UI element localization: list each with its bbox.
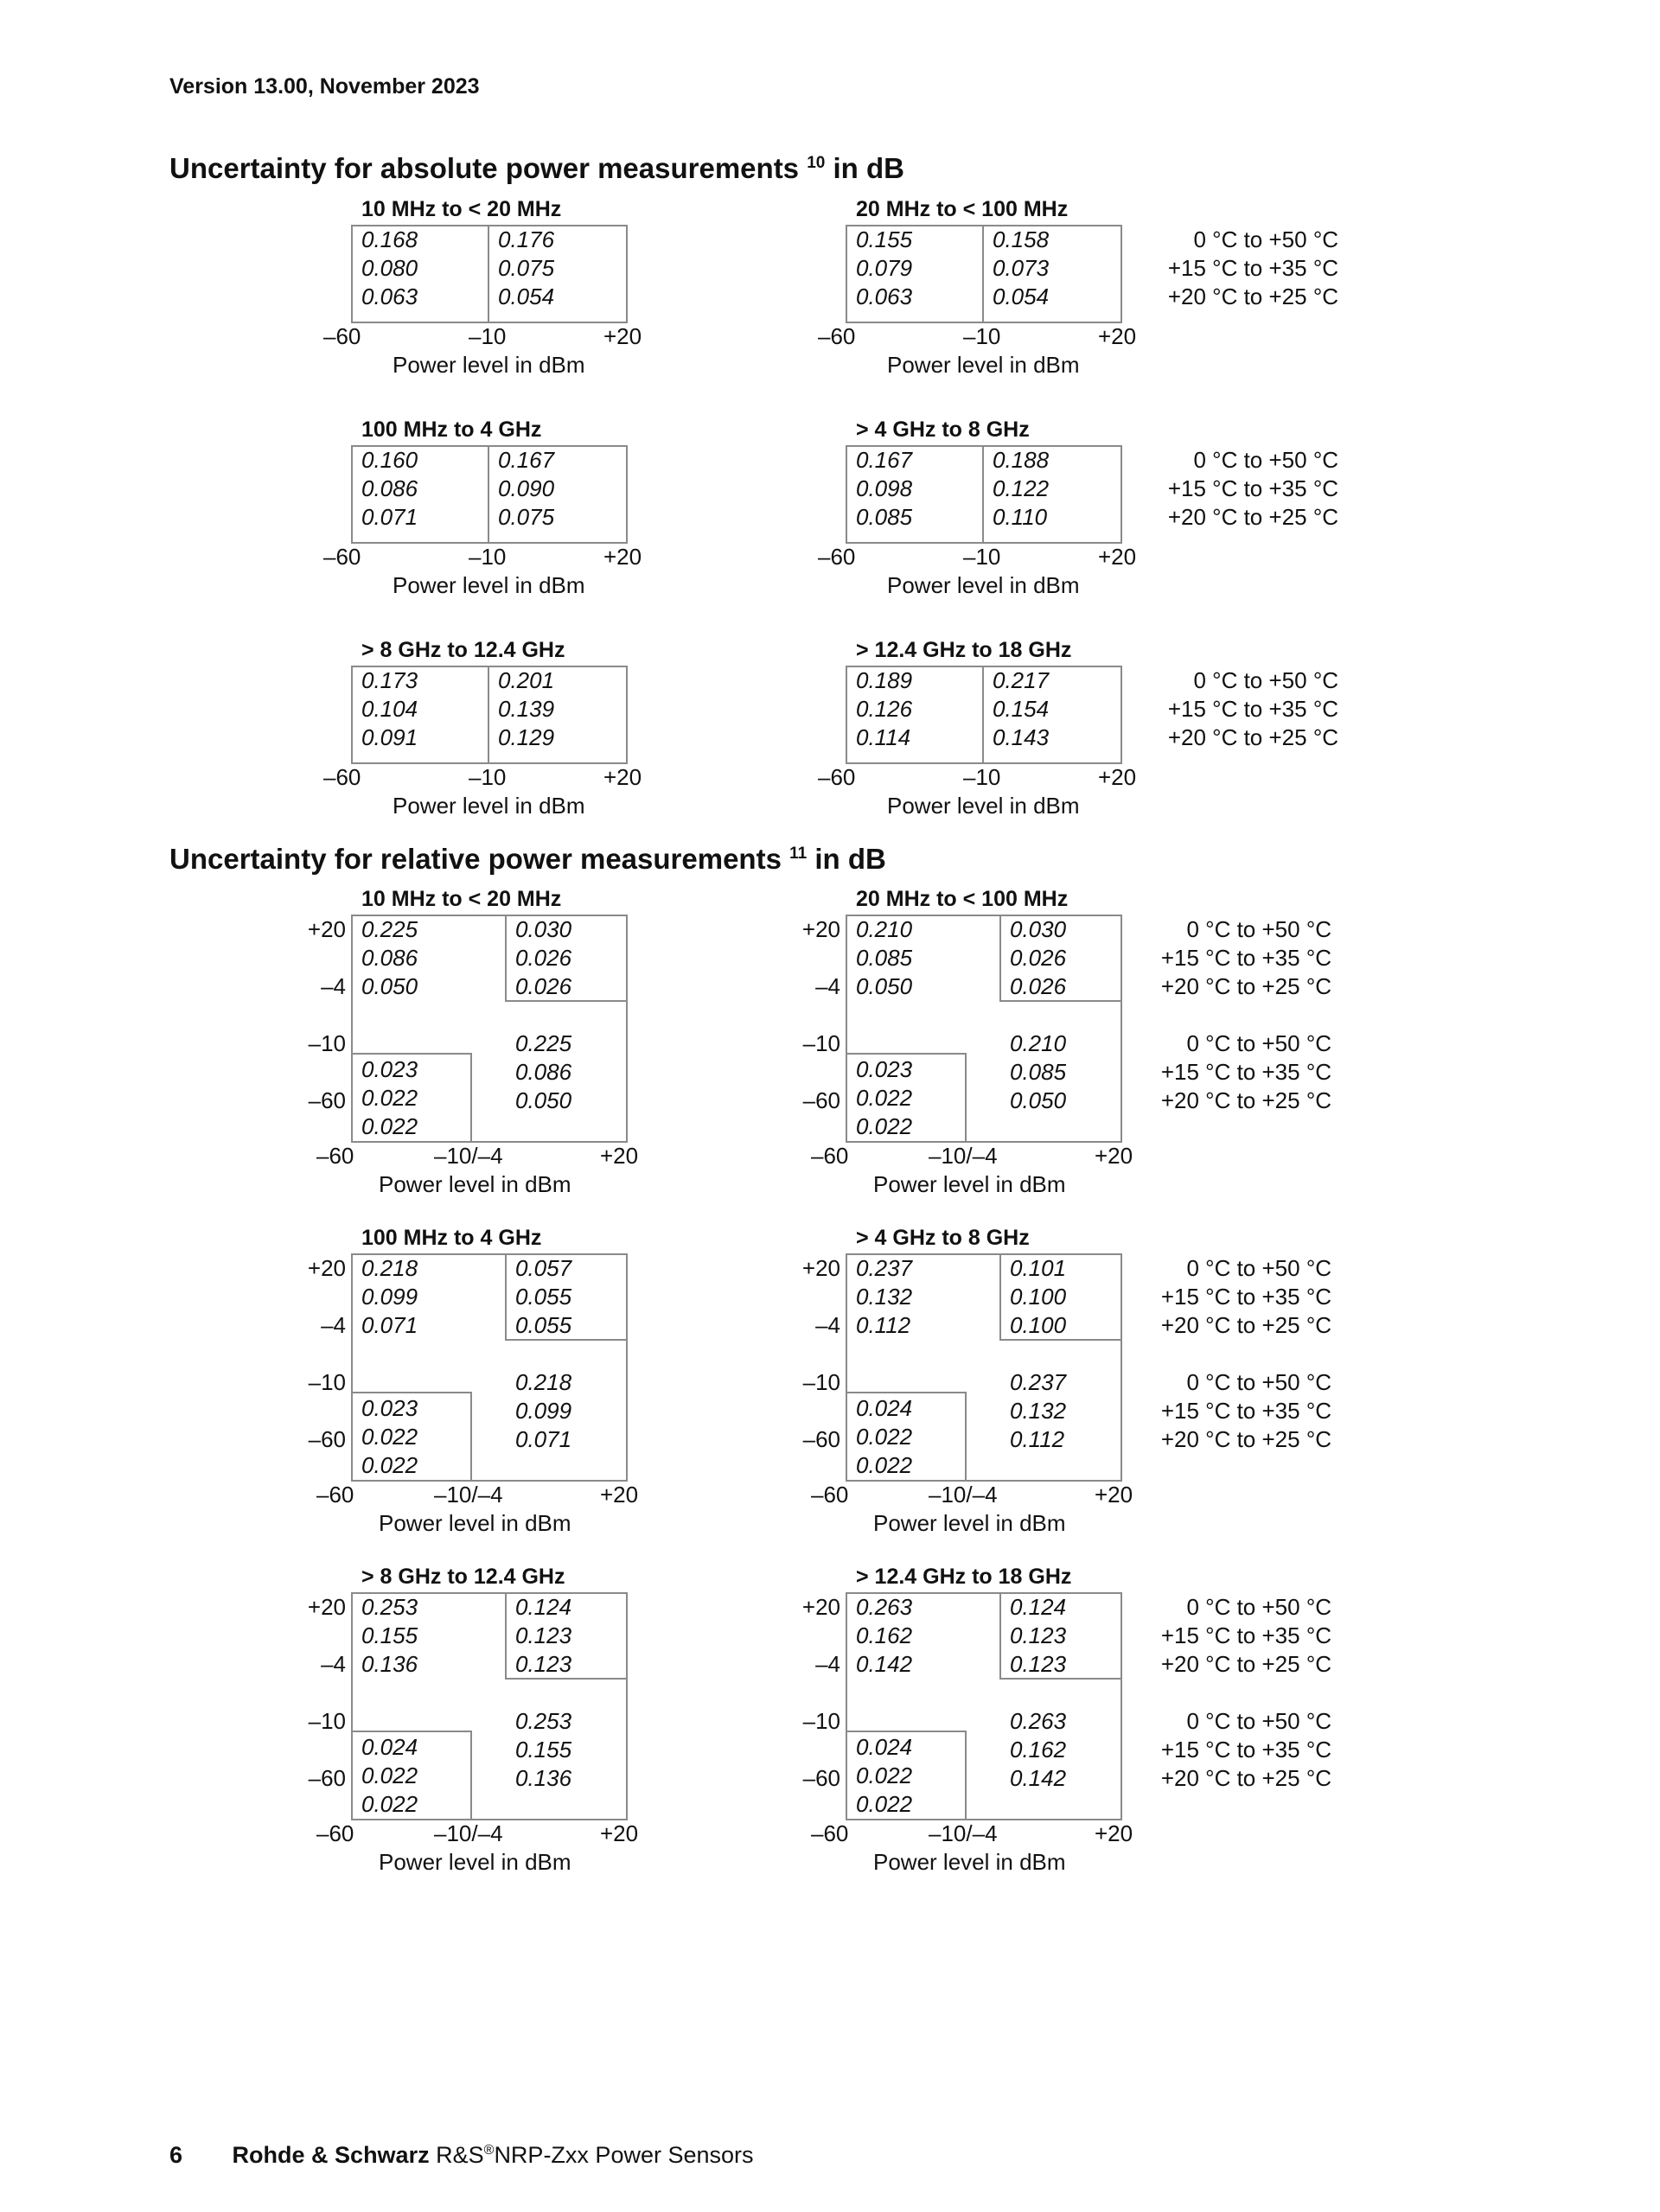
rel-box-right (626, 1253, 628, 1482)
abs-value-high: 0.075 (498, 504, 555, 530)
abs-x-tick: –60 (323, 544, 361, 570)
rel-value-bottom-left: 0.022 (361, 1452, 418, 1478)
rel-y-tick: +20 (801, 916, 840, 942)
abs-box-divider (982, 225, 984, 322)
rel-region-divider-h (999, 1339, 1120, 1341)
abs-value-high: 0.158 (993, 226, 1050, 252)
rel-value-bottom-right: 0.112 (1010, 1426, 1065, 1452)
absolute-title-text: Uncertainty for absolute power measurements (169, 152, 800, 184)
rel-axis-label: Power level in dBm (379, 1849, 571, 1875)
abs-box-right (626, 445, 628, 544)
rel-value-bottom-right: 0.263 (1010, 1708, 1067, 1734)
rel-temperature-range: +15 °C to +35 °C (1160, 1737, 1331, 1763)
rel-value-top-right: 0.123 (1010, 1622, 1067, 1648)
rel-value-bottom-right: 0.132 (1010, 1398, 1067, 1424)
document-version: Version 13.00, November 2023 (169, 74, 480, 99)
rel-x-tick: +20 (600, 1482, 639, 1508)
abs-box-left (351, 666, 353, 762)
abs-value-high: 0.143 (993, 724, 1050, 750)
rel-y-tick: –60 (308, 1765, 346, 1791)
rel-x-tick: –60 (316, 1482, 354, 1508)
abs-x-tick: +20 (1098, 764, 1137, 790)
rel-value-bottom-left: 0.022 (856, 1452, 913, 1478)
abs-temperature-range: +15 °C to +35 °C (1167, 696, 1338, 722)
relative-title-text: Uncertainty for relative power measurements (169, 843, 782, 875)
rel-low-region-right (965, 1731, 967, 1819)
page-footer (169, 2142, 754, 2169)
abs-chart-title: 20 MHz to < 100 MHz (856, 197, 1069, 221)
absolute-footnote-ref: 10 (807, 154, 826, 172)
rel-value-bottom-right: 0.099 (515, 1398, 572, 1424)
rel-value-bottom-left: 0.022 (856, 1763, 913, 1788)
rel-y-tick: –10 (802, 1369, 840, 1395)
relative-section-title (169, 843, 886, 876)
abs-temperature-range: +20 °C to +25 °C (1167, 504, 1338, 530)
rel-region-divider-v (999, 1253, 1001, 1339)
rel-low-region-right (965, 1053, 967, 1141)
abs-temperature-range: 0 °C to +50 °C (1193, 667, 1338, 693)
rel-region-divider-h (505, 1000, 626, 1002)
abs-x-tick: –10 (469, 764, 507, 790)
rel-box-left (351, 915, 353, 1141)
abs-x-tick: –10 (469, 544, 507, 570)
abs-x-tick: –10 (963, 544, 1001, 570)
rel-x-tick: +20 (1095, 1143, 1133, 1169)
rel-value-top-right: 0.055 (515, 1312, 572, 1338)
abs-box-divider (982, 666, 984, 762)
rel-value-top-left: 0.225 (361, 916, 418, 942)
abs-value-high: 0.073 (993, 255, 1050, 281)
abs-value-low: 0.104 (361, 696, 418, 722)
rel-temperature-range: +15 °C to +35 °C (1160, 1398, 1331, 1424)
rel-y-tick: –4 (815, 1651, 840, 1677)
rel-value-bottom-left: 0.024 (361, 1734, 418, 1760)
rel-x-tick: –60 (811, 1143, 849, 1169)
rel-temperature-range: +20 °C to +25 °C (1160, 973, 1331, 999)
rel-low-region-top (846, 1731, 965, 1732)
rel-value-bottom-left: 0.022 (361, 1763, 418, 1788)
rel-value-bottom-left: 0.022 (361, 1791, 418, 1817)
rel-value-top-left: 0.071 (361, 1312, 418, 1338)
rel-box-left (846, 1253, 847, 1480)
abs-temperature-range: +20 °C to +25 °C (1167, 284, 1338, 309)
abs-value-high: 0.090 (498, 475, 555, 501)
abs-box-divider (488, 445, 489, 542)
rel-low-region-right (470, 1731, 472, 1819)
rel-temperature-range: +15 °C to +35 °C (1160, 1284, 1331, 1310)
relative-unit-suffix: in dB (814, 843, 886, 875)
abs-value-low: 0.071 (361, 504, 418, 530)
rel-low-region-top (846, 1053, 965, 1055)
rel-value-top-left: 0.050 (856, 973, 913, 999)
rel-value-bottom-left: 0.023 (856, 1056, 913, 1082)
rel-temperature-range: 0 °C to +50 °C (1186, 1030, 1331, 1056)
abs-chart-title: 10 MHz to < 20 MHz (361, 197, 562, 221)
rel-value-bottom-right: 0.253 (515, 1708, 572, 1734)
rel-region-divider-v (999, 1592, 1001, 1678)
rel-value-top-right: 0.124 (1010, 1594, 1067, 1620)
rel-y-tick: –60 (308, 1087, 346, 1113)
brand-name: Rohde & Schwarz (232, 2142, 430, 2168)
abs-value-high: 0.075 (498, 255, 555, 281)
rel-y-tick: –10 (308, 1708, 346, 1734)
abs-x-tick: –60 (323, 323, 361, 349)
rel-axis-label: Power level in dBm (873, 1171, 1066, 1197)
abs-value-low: 0.086 (361, 475, 418, 501)
rel-value-bottom-right: 0.071 (515, 1426, 572, 1452)
abs-value-high: 0.167 (498, 447, 555, 473)
rel-x-tick: +20 (600, 1143, 639, 1169)
rel-y-tick: –4 (321, 1651, 346, 1677)
rel-value-bottom-right: 0.218 (515, 1369, 572, 1395)
rel-value-bottom-left: 0.023 (361, 1395, 418, 1421)
abs-x-tick: –60 (818, 764, 856, 790)
rel-value-top-right: 0.026 (1010, 945, 1067, 971)
rel-value-bottom-left: 0.022 (856, 1791, 913, 1817)
abs-value-high: 0.139 (498, 696, 555, 722)
rel-temperature-range: +15 °C to +35 °C (1160, 1059, 1331, 1085)
rel-temperature-range: 0 °C to +50 °C (1186, 1255, 1331, 1281)
abs-value-high: 0.188 (993, 447, 1050, 473)
rel-value-bottom-left: 0.022 (856, 1424, 913, 1450)
rel-temperature-range: +15 °C to +35 °C (1160, 1622, 1331, 1648)
rel-box-left (351, 1592, 353, 1819)
rel-region-divider-v (505, 1592, 507, 1678)
rel-y-tick: –4 (815, 973, 840, 999)
abs-x-tick: +20 (603, 323, 642, 349)
rel-value-bottom-left: 0.022 (361, 1085, 418, 1111)
rel-region-divider-v (505, 1253, 507, 1339)
abs-value-low: 0.098 (856, 475, 913, 501)
rel-value-top-left: 0.050 (361, 973, 418, 999)
abs-x-tick: +20 (1098, 544, 1137, 570)
rel-region-divider-h (999, 1678, 1120, 1680)
rel-value-top-right: 0.057 (515, 1255, 572, 1281)
rel-x-tick: –10/–4 (929, 1820, 998, 1846)
rel-temperature-range: +20 °C to +25 °C (1160, 1651, 1331, 1677)
abs-value-low: 0.079 (856, 255, 913, 281)
abs-box-divider (488, 225, 489, 322)
rel-x-tick: –10/–4 (434, 1143, 503, 1169)
rel-x-tick: –10/–4 (929, 1143, 998, 1169)
rel-y-tick: –60 (802, 1765, 840, 1791)
rel-x-tick: –60 (811, 1820, 849, 1846)
rel-value-bottom-left: 0.023 (361, 1056, 418, 1082)
rel-value-top-right: 0.026 (1010, 973, 1067, 999)
abs-box-right (626, 666, 628, 764)
rel-temperature-range: +20 °C to +25 °C (1160, 1087, 1331, 1113)
rel-x-tick: –10/–4 (929, 1482, 998, 1508)
rel-value-top-left: 0.263 (856, 1594, 913, 1620)
rel-value-top-left: 0.085 (856, 945, 913, 971)
rel-chart-title: > 8 GHz to 12.4 GHz (361, 1565, 565, 1589)
abs-box-divider (488, 666, 489, 762)
abs-value-high: 0.201 (498, 667, 555, 693)
rel-value-top-left: 0.155 (361, 1622, 418, 1648)
abs-temperature-range: 0 °C to +50 °C (1193, 447, 1338, 473)
abs-value-low: 0.091 (361, 724, 418, 750)
rel-value-bottom-right: 0.050 (515, 1087, 572, 1113)
rel-y-tick: –60 (802, 1087, 840, 1113)
rel-value-top-right: 0.123 (1010, 1651, 1067, 1677)
rel-temperature-range: 0 °C to +50 °C (1186, 1708, 1331, 1734)
abs-value-high: 0.110 (993, 504, 1048, 530)
rel-low-region-top (351, 1053, 470, 1055)
rel-value-top-left: 0.237 (856, 1255, 913, 1281)
abs-x-tick: +20 (1098, 323, 1137, 349)
abs-value-low: 0.155 (856, 226, 913, 252)
abs-chart-title: > 4 GHz to 8 GHz (856, 418, 1030, 442)
rel-temperature-range: 0 °C to +50 °C (1186, 1594, 1331, 1620)
rel-value-top-right: 0.123 (515, 1651, 572, 1677)
rel-y-tick: –60 (802, 1426, 840, 1452)
rel-value-top-left: 0.218 (361, 1255, 418, 1281)
rel-value-bottom-right: 0.225 (515, 1030, 572, 1056)
abs-x-tick: –60 (818, 323, 856, 349)
registered-mark: ® (483, 2143, 495, 2158)
abs-value-low: 0.063 (361, 284, 418, 309)
abs-value-low: 0.085 (856, 504, 913, 530)
product-name: NRP-Zxx Power Sensors (494, 2142, 754, 2168)
rel-region-divider-v (505, 915, 507, 1000)
rel-value-top-left: 0.162 (856, 1622, 913, 1648)
abs-axis-label: Power level in dBm (393, 352, 585, 378)
rel-low-region-top (351, 1731, 470, 1732)
rel-axis-label: Power level in dBm (873, 1510, 1066, 1536)
rel-x-tick: +20 (1095, 1482, 1133, 1508)
rel-value-bottom-left: 0.022 (361, 1113, 418, 1139)
rel-value-top-left: 0.136 (361, 1651, 418, 1677)
rel-y-tick: –10 (802, 1708, 840, 1734)
abs-value-high: 0.154 (993, 696, 1050, 722)
rel-y-tick: +20 (801, 1594, 840, 1620)
rel-x-tick: –10/–4 (434, 1820, 503, 1846)
abs-value-low: 0.160 (361, 447, 418, 473)
rel-value-bottom-right: 0.085 (1010, 1059, 1067, 1085)
rel-value-top-left: 0.210 (856, 916, 913, 942)
rel-region-divider-h (505, 1339, 626, 1341)
rel-value-bottom-left: 0.024 (856, 1395, 913, 1421)
rel-y-tick: –10 (802, 1030, 840, 1056)
abs-box-left (846, 666, 847, 762)
rel-value-bottom-left: 0.022 (856, 1113, 913, 1139)
rel-value-top-right: 0.124 (515, 1594, 572, 1620)
abs-x-tick: –60 (323, 764, 361, 790)
rel-value-bottom-right: 0.210 (1010, 1030, 1067, 1056)
rel-temperature-range: +15 °C to +35 °C (1160, 945, 1331, 971)
rel-value-top-left: 0.142 (856, 1651, 913, 1677)
abs-value-low: 0.063 (856, 284, 913, 309)
absolute-unit-suffix: in dB (833, 152, 904, 184)
rel-value-top-right: 0.055 (515, 1284, 572, 1310)
rel-y-tick: –4 (815, 1312, 840, 1338)
rel-value-bottom-left: 0.022 (856, 1085, 913, 1111)
abs-box-divider (982, 445, 984, 542)
rel-x-tick: +20 (600, 1820, 639, 1846)
rel-region-divider-h (999, 1000, 1120, 1002)
rel-chart-title: > 12.4 GHz to 18 GHz (856, 1565, 1072, 1589)
rel-chart-title: 100 MHz to 4 GHz (361, 1226, 542, 1250)
abs-value-high: 0.054 (993, 284, 1050, 309)
abs-value-low: 0.126 (856, 696, 913, 722)
relative-footnote-ref: 11 (789, 845, 808, 863)
abs-temperature-range: +15 °C to +35 °C (1167, 255, 1338, 281)
rel-x-tick: –60 (316, 1143, 354, 1169)
rel-low-region-right (470, 1053, 472, 1141)
rel-temperature-range: +20 °C to +25 °C (1160, 1765, 1331, 1791)
rel-axis-label: Power level in dBm (379, 1510, 571, 1536)
abs-temperature-range: 0 °C to +50 °C (1193, 226, 1338, 252)
abs-temperature-range: +15 °C to +35 °C (1167, 475, 1338, 501)
rel-value-top-left: 0.112 (856, 1312, 911, 1338)
rel-low-region-top (351, 1392, 470, 1393)
rel-value-top-right: 0.100 (1010, 1284, 1067, 1310)
rel-y-tick: –60 (308, 1426, 346, 1452)
abs-x-tick: +20 (603, 764, 642, 790)
rel-x-tick: –10/–4 (434, 1482, 503, 1508)
abs-box-left (351, 445, 353, 542)
rel-region-divider-h (505, 1678, 626, 1680)
rel-box-right (626, 1592, 628, 1820)
rel-chart-title: 10 MHz to < 20 MHz (361, 887, 562, 911)
rel-box-left (846, 915, 847, 1141)
rel-value-top-right: 0.030 (515, 916, 572, 942)
abs-box-left (846, 445, 847, 542)
rel-value-bottom-right: 0.136 (515, 1765, 572, 1791)
abs-chart-title: 100 MHz to 4 GHz (361, 418, 542, 442)
rel-value-top-right: 0.123 (515, 1622, 572, 1648)
rel-axis-label: Power level in dBm (379, 1171, 571, 1197)
rel-value-top-right: 0.026 (515, 973, 572, 999)
abs-value-low: 0.080 (361, 255, 418, 281)
abs-x-tick: –10 (963, 764, 1001, 790)
rel-region-divider-v (999, 915, 1001, 1000)
rel-y-tick: +20 (307, 1255, 346, 1281)
rel-value-top-right: 0.100 (1010, 1312, 1067, 1338)
rel-y-tick: +20 (307, 916, 346, 942)
abs-axis-label: Power level in dBm (887, 793, 1080, 819)
rel-x-tick: +20 (1095, 1820, 1133, 1846)
abs-value-high: 0.129 (498, 724, 555, 750)
abs-box-left (846, 225, 847, 322)
rel-value-top-left: 0.132 (856, 1284, 913, 1310)
abs-value-low: 0.189 (856, 667, 913, 693)
abs-value-high: 0.122 (993, 475, 1050, 501)
abs-x-tick: +20 (603, 544, 642, 570)
rel-low-region-top (846, 1392, 965, 1393)
rel-y-tick: –4 (321, 1312, 346, 1338)
rel-value-bottom-right: 0.142 (1010, 1765, 1067, 1791)
rel-x-tick: –60 (811, 1482, 849, 1508)
rel-y-tick: –10 (308, 1369, 346, 1395)
abs-chart-title: > 8 GHz to 12.4 GHz (361, 638, 565, 662)
abs-value-low: 0.114 (856, 724, 911, 750)
abs-axis-label: Power level in dBm (887, 352, 1080, 378)
rel-box-left (846, 1592, 847, 1819)
rel-value-bottom-right: 0.162 (1010, 1737, 1067, 1763)
rel-value-bottom-right: 0.237 (1010, 1369, 1067, 1395)
rel-value-bottom-right: 0.155 (515, 1737, 572, 1763)
abs-axis-label: Power level in dBm (393, 572, 585, 598)
rel-value-bottom-right: 0.086 (515, 1059, 572, 1085)
rel-value-top-left: 0.253 (361, 1594, 418, 1620)
abs-x-tick: –60 (818, 544, 856, 570)
abs-box-left (351, 225, 353, 322)
rel-box-left (351, 1253, 353, 1480)
product-prefix: R&S (436, 2142, 484, 2168)
abs-temperature-range: +20 °C to +25 °C (1167, 724, 1338, 750)
abs-value-high: 0.176 (498, 226, 555, 252)
rel-temperature-range: +20 °C to +25 °C (1160, 1426, 1331, 1452)
abs-axis-label: Power level in dBm (393, 793, 585, 819)
rel-x-tick: –60 (316, 1820, 354, 1846)
rel-value-top-right: 0.030 (1010, 916, 1067, 942)
abs-value-high: 0.217 (993, 667, 1050, 693)
abs-x-tick: –10 (963, 323, 1001, 349)
rel-low-region-right (965, 1392, 967, 1480)
rel-y-tick: +20 (801, 1255, 840, 1281)
absolute-section-title (169, 152, 904, 185)
rel-value-bottom-right: 0.050 (1010, 1087, 1067, 1113)
abs-box-right (626, 225, 628, 323)
rel-y-tick: –10 (308, 1030, 346, 1056)
rel-temperature-range: 0 °C to +50 °C (1186, 1369, 1331, 1395)
rel-axis-label: Power level in dBm (873, 1849, 1066, 1875)
rel-y-tick: –4 (321, 973, 346, 999)
abs-value-high: 0.054 (498, 284, 555, 309)
abs-chart-title: > 12.4 GHz to 18 GHz (856, 638, 1072, 662)
rel-temperature-range: 0 °C to +50 °C (1186, 916, 1331, 942)
rel-value-bottom-left: 0.022 (361, 1424, 418, 1450)
abs-value-low: 0.173 (361, 667, 418, 693)
rel-value-bottom-left: 0.024 (856, 1734, 913, 1760)
rel-box-right (626, 915, 628, 1143)
abs-x-tick: –10 (469, 323, 507, 349)
page-number: 6 (169, 2142, 183, 2168)
rel-value-top-left: 0.099 (361, 1284, 418, 1310)
rel-low-region-right (470, 1392, 472, 1480)
abs-value-low: 0.167 (856, 447, 913, 473)
abs-axis-label: Power level in dBm (887, 572, 1080, 598)
rel-value-top-right: 0.026 (515, 945, 572, 971)
rel-y-tick: +20 (307, 1594, 346, 1620)
rel-value-top-right: 0.101 (1010, 1255, 1067, 1281)
rel-chart-title: > 4 GHz to 8 GHz (856, 1226, 1030, 1250)
rel-temperature-range: +20 °C to +25 °C (1160, 1312, 1331, 1338)
rel-value-top-left: 0.086 (361, 945, 418, 971)
rel-chart-title: 20 MHz to < 100 MHz (856, 887, 1069, 911)
abs-value-low: 0.168 (361, 226, 418, 252)
